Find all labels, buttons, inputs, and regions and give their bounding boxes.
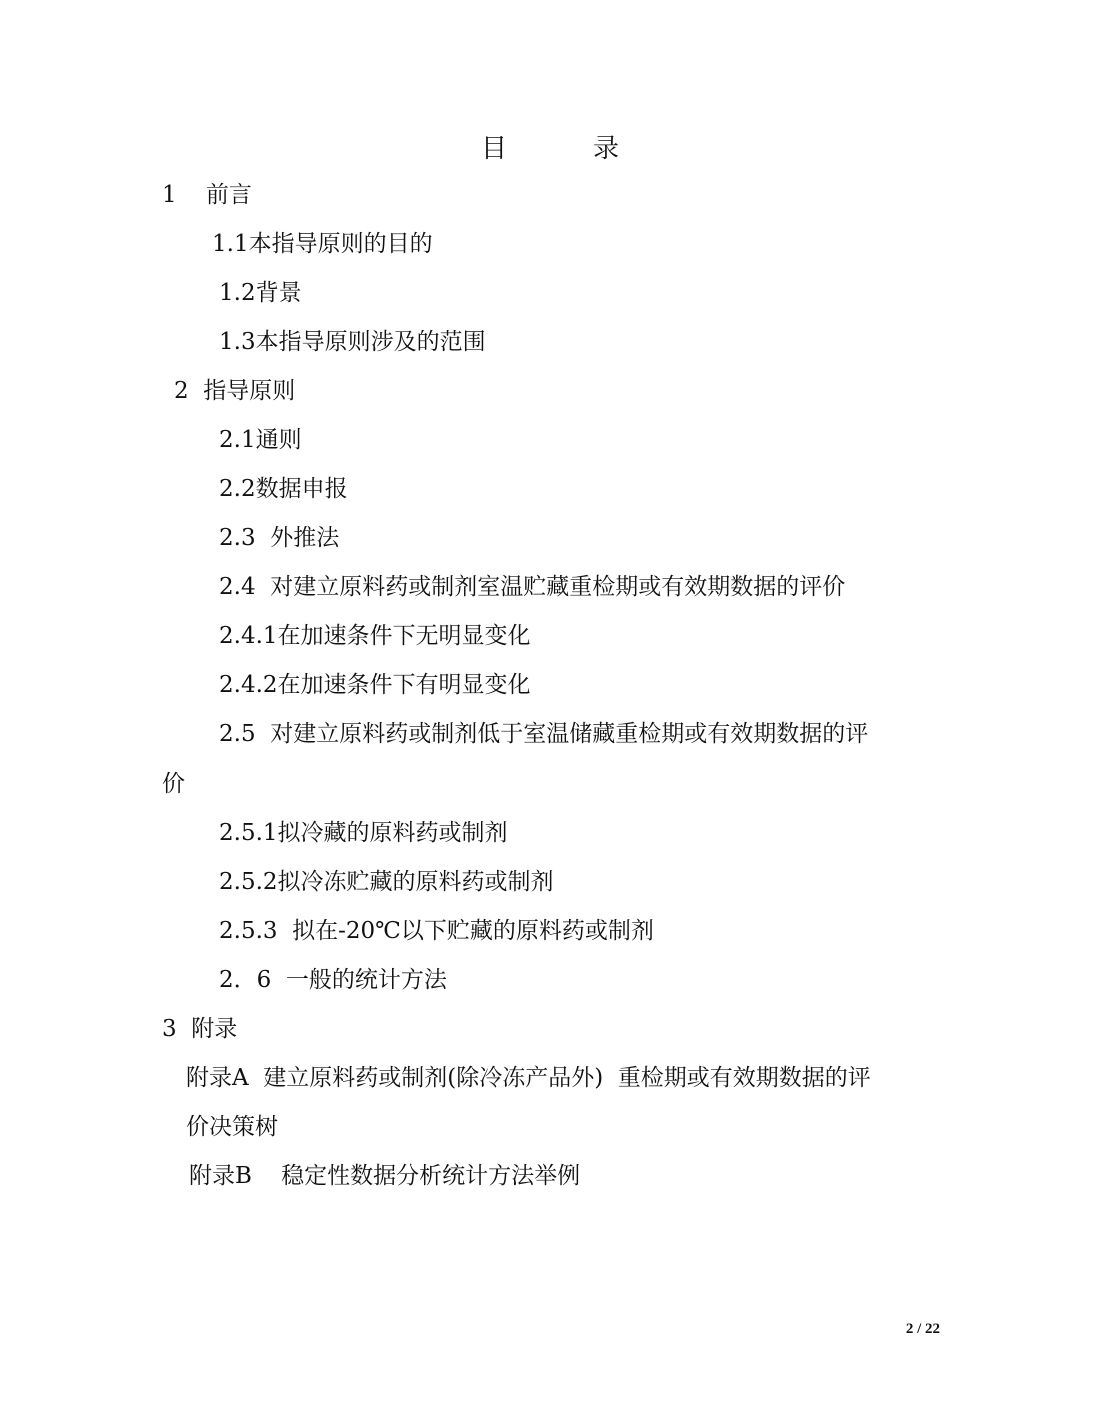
toc-entry-3[interactable]: 3 附录 xyxy=(162,1016,238,1042)
toc-entry-1-1[interactable]: 1.1本指导原则的目的 xyxy=(212,231,433,257)
toc-entry-2-5[interactable]: 2.5 对建立原料药或制剂低于室温储藏重检期或有效期数据的评 xyxy=(219,721,869,747)
toc-title: 目 录 xyxy=(480,134,649,164)
toc-entry-appendix-a-continued[interactable]: 价决策树 xyxy=(186,1114,278,1140)
toc-entry-1-2[interactable]: 1.2背景 xyxy=(219,280,302,306)
toc-entry-2-4-2[interactable]: 2.4.2在加速条件下有明显变化 xyxy=(219,672,531,698)
toc-entry-2-4-1[interactable]: 2.4.1在加速条件下无明显变化 xyxy=(219,623,531,649)
toc-entry-2-1[interactable]: 2.1通则 xyxy=(219,427,302,453)
toc-entry-2-5-3[interactable]: 2.5.3 拟在-20℃以下贮藏的原料药或制剂 xyxy=(219,918,654,944)
toc-entry-appendix-b[interactable]: 附录B 稳定性数据分析统计方法举例 xyxy=(189,1163,581,1189)
toc-entry-2-3[interactable]: 2.3 外推法 xyxy=(219,525,340,551)
toc-entry-2-5-2[interactable]: 2.5.2拟冷冻贮藏的原料药或制剂 xyxy=(219,869,554,895)
toc-entry-2[interactable]: 2 指导原则 xyxy=(174,378,296,404)
toc-entry-2-6[interactable]: 2．6 一般的统计方法 xyxy=(219,967,447,993)
toc-entry-2-5-continued[interactable]: 价 xyxy=(162,771,185,797)
toc-entry-1[interactable]: 1 前言 xyxy=(162,182,252,208)
toc-entry-2-4[interactable]: 2.4 对建立原料药或制剂室温贮藏重检期或有效期数据的评价 xyxy=(219,574,846,600)
page-number: 2 / 22 xyxy=(905,1321,940,1337)
toc-entry-1-3[interactable]: 1.3本指导原则涉及的范围 xyxy=(219,329,486,355)
toc-entry-2-5-1[interactable]: 2.5.1拟冷藏的原料药或制剂 xyxy=(219,820,508,846)
toc-entry-appendix-a[interactable]: 附录A 建立原料药或制剂(除冷冻产品外) 重检期或有效期数据的评 xyxy=(186,1065,871,1091)
toc-entry-2-2[interactable]: 2.2数据申报 xyxy=(219,476,348,502)
